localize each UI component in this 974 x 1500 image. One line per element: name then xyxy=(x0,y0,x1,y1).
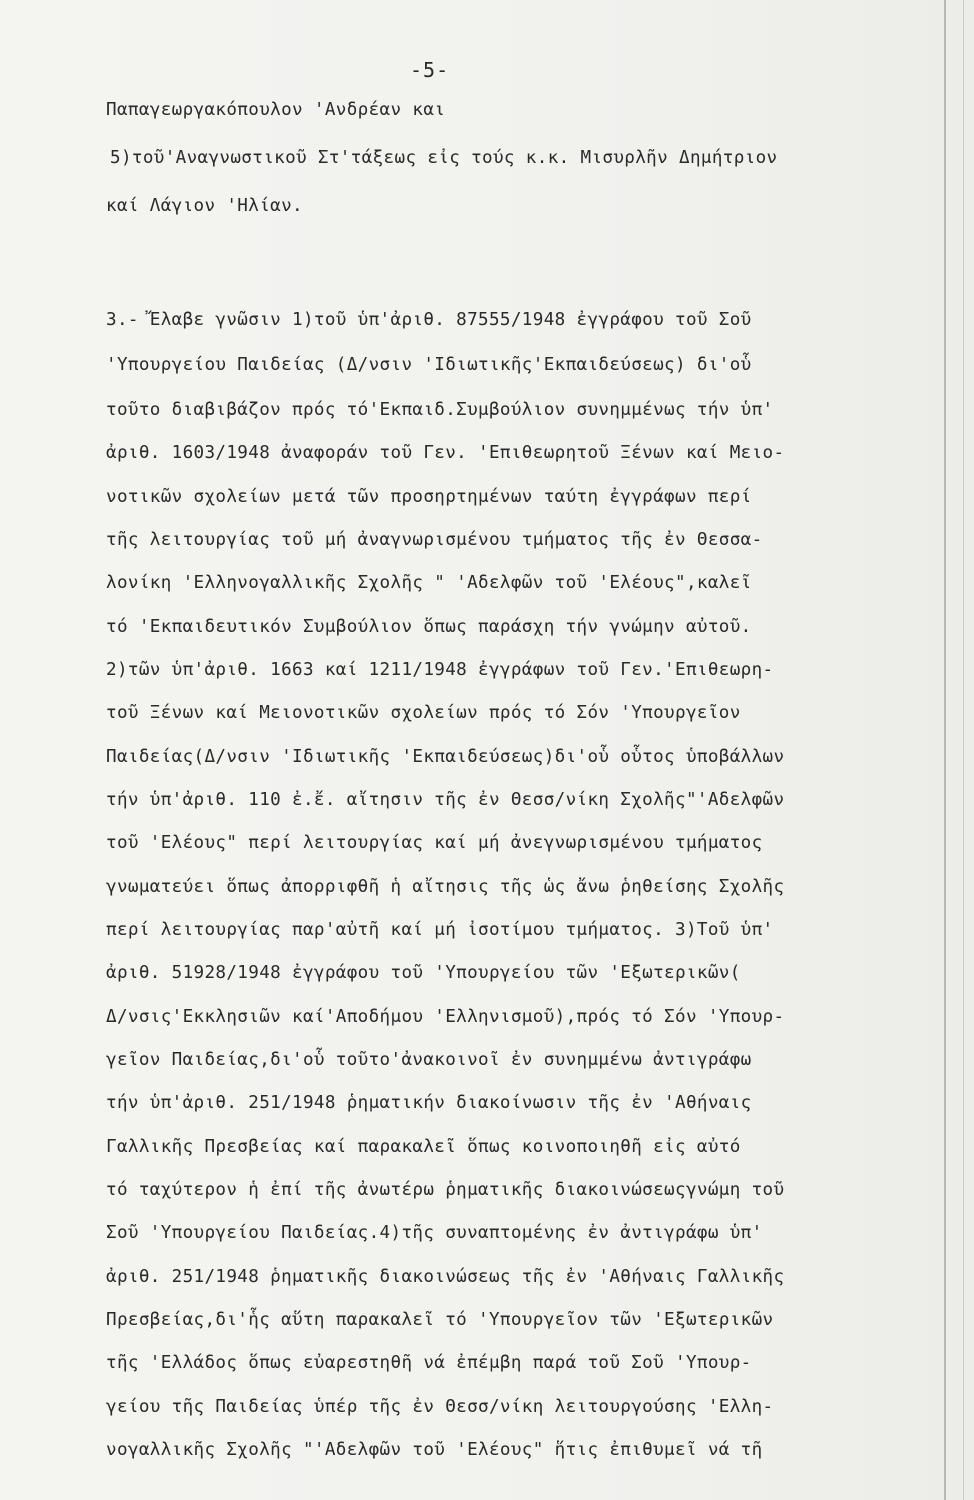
page-number: -5- xyxy=(410,58,450,82)
text-line: Παιδείας(Δ/νσιν 'Ιδιωτικῆς 'Εκπαιδεύσεως)δι'οὗ οὗτος ὑποβάλλων xyxy=(106,747,785,767)
text-line: τοῦτο διαβιβάζον πρός τό'Εκπαιδ.Συμβούλιον συνημμένως τήν ὑπ' xyxy=(106,400,774,420)
text-line: καί Λάγιον 'Ηλίαν. xyxy=(106,196,303,216)
text-line: τήν ὑπ'ἀριθ. 110 ἐ.ἔ. αἴτησιν τῆς ἐν Θεσσ/νίκη Σχολῆς"'Αδελφῶν xyxy=(106,790,785,810)
text-line: Γαλλικῆς Πρεσβείας καί παρακαλεῖ ὅπως κοινοποιηθῆ εἰς αὐτό xyxy=(106,1137,741,1157)
text-line: Δ/νσις'Εκκλησιῶν καί'Αποδήμου 'Ελληνισμοῦ),πρός τό Σόν 'Υπουρ- xyxy=(106,1007,785,1027)
text-line: γνωματεύει ὅπως ἀπορριφθῆ ἡ αἴτησις τῆς ὡς ἄνω ῥηθείσης Σχολῆς xyxy=(106,877,785,897)
text-line: τό 'Εκπαιδευτικόν Συμβούλιον ὅπως παράσχη τήν γνώμην αὐτοῦ. xyxy=(106,617,752,637)
text-line: ἀριθ. 51928/1948 ἐγγράφου τοῦ 'Υπουργείου τῶν 'Εξωτερικῶν( xyxy=(106,963,741,983)
text-line: λονίκη 'Ελληνογαλλικῆς Σχολῆς " 'Αδελφῶν τοῦ 'Ελέους",καλεῖ xyxy=(106,573,752,593)
text-line: 'Υπουργείου Παιδείας (Δ/νσιν 'Ιδιωτικῆς'Εκπαιδεύσεως) δι'οὗ xyxy=(106,355,752,375)
text-line: περί λειτουργίας παρ'αὐτῆ καί μή ἰσοτίμου τμήματος. 3)Τοῦ ὑπ' xyxy=(106,920,774,940)
text-line: γεῖον Παιδείας,δι'οὗ τοῦτο'ἀνακοινοῖ ἐν συνημμένω ἀντιγράφω xyxy=(106,1050,752,1070)
text-line: ἀριθ. 1603/1948 ἀναφοράν τοῦ Γεν. 'Επιθεωρητοῦ Ξένων καί Μειο- xyxy=(106,443,785,463)
text-line: ἀριθ. 251/1948 ῥηματικῆς διακοινώσεως τῆς ἐν 'Αθήναις Γαλλικῆς xyxy=(106,1267,785,1287)
page-edge-line-outer xyxy=(963,0,964,1500)
text-line: 2)τῶν ὑπ'ἀριθ. 1663 καί 1211/1948 ἐγγράφων τοῦ Γεν.'Επιθεωρη- xyxy=(106,660,774,680)
text-line: νογαλλικῆς Σχολῆς "'Αδελφῶν τοῦ 'Ελέους" ἥτις ἐπιθυμεῖ νά τῆ xyxy=(106,1440,763,1460)
text-line: τήν ὑπ'ἀριθ. 251/1948 ῥηματικήν διακοίνωσιν τῆς ἐν 'Αθήναις xyxy=(106,1093,752,1113)
text-line: τοῦ 'Ελέους" περί λειτουργίας καί μή ἀνεγνωρισμένου τμήματος xyxy=(106,833,763,853)
text-line: γείου τῆς Παιδείας ὑπέρ τῆς ἐν Θεσσ/νίκη λειτουργούσης 'Ελλη- xyxy=(106,1397,774,1417)
text-line: 5)τοῦ'Αναγνωστικοῦ Στ'τάξεως εἰς τούς κ.κ. Μισυρλῆν Δημήτριον xyxy=(110,148,778,168)
text-line: τῆς λειτουργίας τοῦ μή ἀναγνωρισμένου τμήματος τῆς ἐν Θεσσα- xyxy=(106,530,763,550)
text-line: Σοῦ 'Υπουργείου Παιδείας.4)τῆς συναπτομένης ἐν ἀντιγράφω ὑπ' xyxy=(106,1223,763,1243)
text-line: τῆς 'Ελλάδος ὅπως εὐαρεστηθῆ νά ἐπέμβη παρά τοῦ Σοῦ 'Υπουρ- xyxy=(106,1353,752,1373)
text-line: 3.- Ἔλαβε γνῶσιν 1)τοῦ ὑπ'ἀριθ. 87555/1948 ἐγγράφου τοῦ Σοῦ xyxy=(106,310,752,330)
text-line: Πρεσβείας,δι'ἧς αὕτη παρακαλεῖ τό 'Υπουργεῖον τῶν 'Εξωτερικῶν xyxy=(106,1310,774,1330)
text-line: νοτικῶν σχολείων μετά τῶν προσηρτημένων ταύτη ἐγγράφων περί xyxy=(106,487,752,507)
text-line: Παπαγεωργακόπουλον 'Ανδρέαν και xyxy=(106,100,446,120)
page-edge-line xyxy=(944,0,946,1500)
text-line: τό ταχύτερον ἡ ἐπί τῆς ἀνωτέρω ῥηματικῆς διακοινώσεωςγνώμη τοῦ xyxy=(106,1180,785,1200)
text-line: τοῦ Ξένων καί Μειονοτικῶν σχολείων πρός τό Σόν 'Υπουργεῖον xyxy=(106,703,741,723)
